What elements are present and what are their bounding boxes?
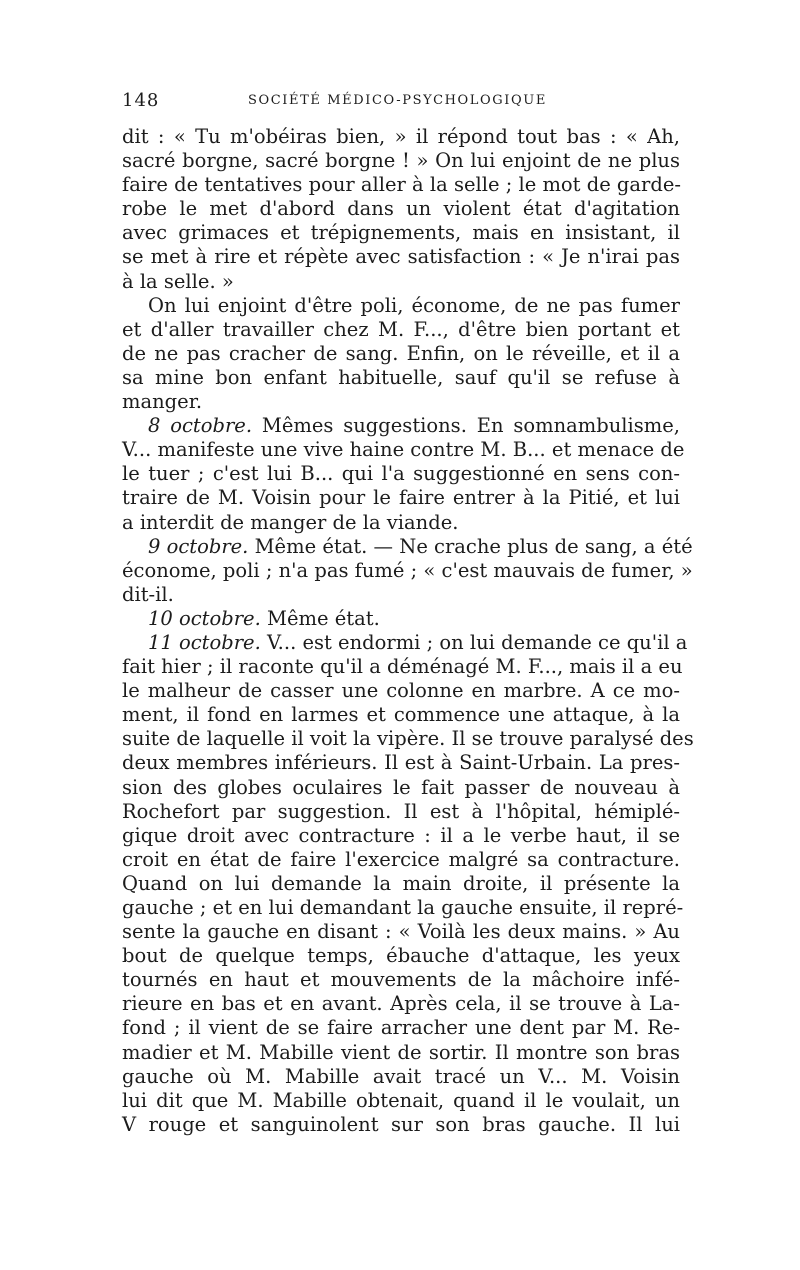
- line-text: V... est endormi ; on lui demande ce qu'il a: [260, 630, 688, 654]
- text-line: [122, 630, 688, 655]
- text-line: [122, 1113, 680, 1137]
- text-line: [122, 776, 680, 800]
- line-text: Même état. — Ne crache plus de sang, a été: [248, 534, 693, 558]
- line-text: tournés en haut et mouvements de la mâchoire infé-: [122, 968, 680, 992]
- text-line: [122, 968, 680, 992]
- text-line: [122, 197, 680, 221]
- line-text: gauche ; et en lui demandant la gauche ensuite, il repré-: [122, 896, 684, 919]
- line-text: dit-il.: [122, 582, 174, 606]
- text-line: [122, 318, 680, 342]
- running-head: [122, 90, 680, 114]
- line-text: sa mine bon enfant habituelle, sauf qu'il se refuse à: [122, 365, 680, 389]
- text-line: [122, 727, 694, 751]
- line-text: madier et M. Mabille vient de sortir. Il montre son bras: [122, 1040, 680, 1064]
- line-text: deux membres inférieurs. Il est à Saint-Urbain. La pres-: [122, 751, 680, 775]
- text-line: [122, 221, 680, 245]
- line-text: sacré borgne, sacré borgne ! » On lui enjoint de ne plus: [122, 149, 680, 173]
- text-line: [122, 896, 684, 920]
- line-text: robe le met d'abord dans un violent état d'agitation: [122, 197, 680, 221]
- text-line: [122, 462, 680, 486]
- text-line: [122, 390, 680, 414]
- text-line: [122, 558, 693, 583]
- text-line: [122, 149, 680, 173]
- line-text: Quand on lui demande la main droite, il présente la: [122, 871, 680, 895]
- text-line: [122, 534, 693, 559]
- line-text: croit en état de faire l'exercice malgré sa contracture.: [122, 847, 680, 871]
- text-line: [122, 1041, 680, 1065]
- line-text: fait hier ; il raconte qu'il a déménagé M. F..., mais il a eu: [122, 655, 683, 679]
- date-heading: 10 octobre.: [148, 606, 261, 630]
- text-line: [122, 1065, 680, 1089]
- text-line: [122, 848, 680, 872]
- text-line: [122, 366, 680, 390]
- line-text: traire de M. Voisin pour le faire entrer à la Pitié, et lui: [122, 486, 680, 510]
- line-text: manger.: [122, 390, 203, 414]
- text-line: [122, 414, 680, 438]
- text-line: [122, 245, 680, 269]
- text-line: [122, 679, 680, 703]
- line-text: a interdit de manger de la viande.: [122, 510, 459, 534]
- text-line: [122, 920, 680, 944]
- line-text: dit : « Tu m'obéiras bien, » il répond tout bas : « Ah,: [122, 125, 680, 148]
- line-text: suite de laquelle il voit la vipère. Il se trouve paralysé des: [122, 727, 694, 751]
- page-number: 148: [122, 90, 160, 111]
- line-text: gique droit avec contracture : il a le verbe haut, il se: [122, 823, 680, 847]
- text-line: [122, 270, 680, 294]
- text-line: [122, 992, 680, 1016]
- running-title: SOCIÉTÉ MÉDICO-PSYCHOLOGIQUE: [248, 93, 547, 108]
- line-text: V... manifeste une vive haine contre M. B... et menace de: [122, 438, 685, 462]
- line-text: gauche où M. Mabille avait tracé un V... M. Voisin: [122, 1064, 680, 1088]
- line-text: ment, il fond en larmes et commence une attaque, à la: [122, 703, 680, 727]
- line-text: Mêmes suggestions. En somnambulisme,: [252, 414, 681, 438]
- line-text: et d'aller travailler chez M. F..., d'être bien portant et: [122, 317, 680, 341]
- line-text: faire de tentatives pour aller à la selle ; le mot de garde-: [122, 173, 681, 197]
- text-line: [122, 511, 680, 535]
- date-heading: 11 octobre.: [148, 630, 261, 654]
- line-text: On lui enjoint d'être poli, économe, de ne pas fumer: [148, 293, 680, 317]
- text-line: [122, 800, 680, 824]
- line-text: avec grimaces et trépignements, mais en insistant, il: [122, 221, 680, 245]
- line-text: bout de quelque temps, ébauche d'attaque, les yeux: [122, 944, 680, 968]
- text-line: [122, 872, 680, 896]
- line-text: se met à rire et répète avec satisfaction : « Je n'irai pas: [122, 245, 680, 269]
- text-line: [122, 824, 680, 848]
- text-line: [122, 125, 680, 149]
- text-line: [122, 1089, 680, 1113]
- text-line: [122, 486, 680, 510]
- text-line: [122, 173, 680, 197]
- line-text: V rouge et sanguinolent sur son bras gauche. Il lui: [122, 1112, 680, 1136]
- line-text: de ne pas cracher de sang. Enfin, on le réveille, et il a: [122, 341, 680, 365]
- text-line: [122, 294, 680, 318]
- line-text: sente la gauche en disant : « Voilà les deux mains. » Au: [122, 920, 680, 944]
- line-text: le tuer ; c'est lui B... qui l'a suggestionné en sens con-: [122, 462, 680, 486]
- text-line: [122, 1016, 680, 1040]
- line-text: à la selle. »: [122, 269, 234, 293]
- text-line: [122, 751, 680, 775]
- line-text: lui dit que M. Mabille obtenait, quand il le voulait, un: [122, 1088, 680, 1112]
- date-heading: 9 octobre.: [148, 534, 249, 558]
- text-line: [122, 655, 683, 679]
- text-line: [122, 583, 680, 607]
- line-text: rieure en bas et en avant. Après cela, il se trouve à La-: [122, 992, 680, 1016]
- line-text: Même état.: [260, 606, 380, 630]
- text-line: [122, 607, 680, 631]
- line-text: économe, poli ; n'a pas fumé ; « c'est mauvais de fumer, »: [122, 558, 693, 582]
- line-text: fond ; il vient de se faire arracher une dent par M. Re-: [122, 1016, 680, 1040]
- body-text: [122, 125, 694, 1137]
- line-text: sion des globes oculaires le fait passer de nouveau à: [122, 775, 680, 799]
- text-line: [122, 703, 680, 727]
- text-line: [122, 944, 680, 968]
- date-heading: 8 octobre.: [148, 414, 253, 438]
- line-text: Rochefort par suggestion. Il est à l'hôpital, hémiplé-: [122, 799, 680, 823]
- text-line: [122, 438, 685, 462]
- line-text: le malheur de casser une colonne en marbre. A ce mo-: [122, 679, 680, 703]
- text-line: [122, 342, 680, 366]
